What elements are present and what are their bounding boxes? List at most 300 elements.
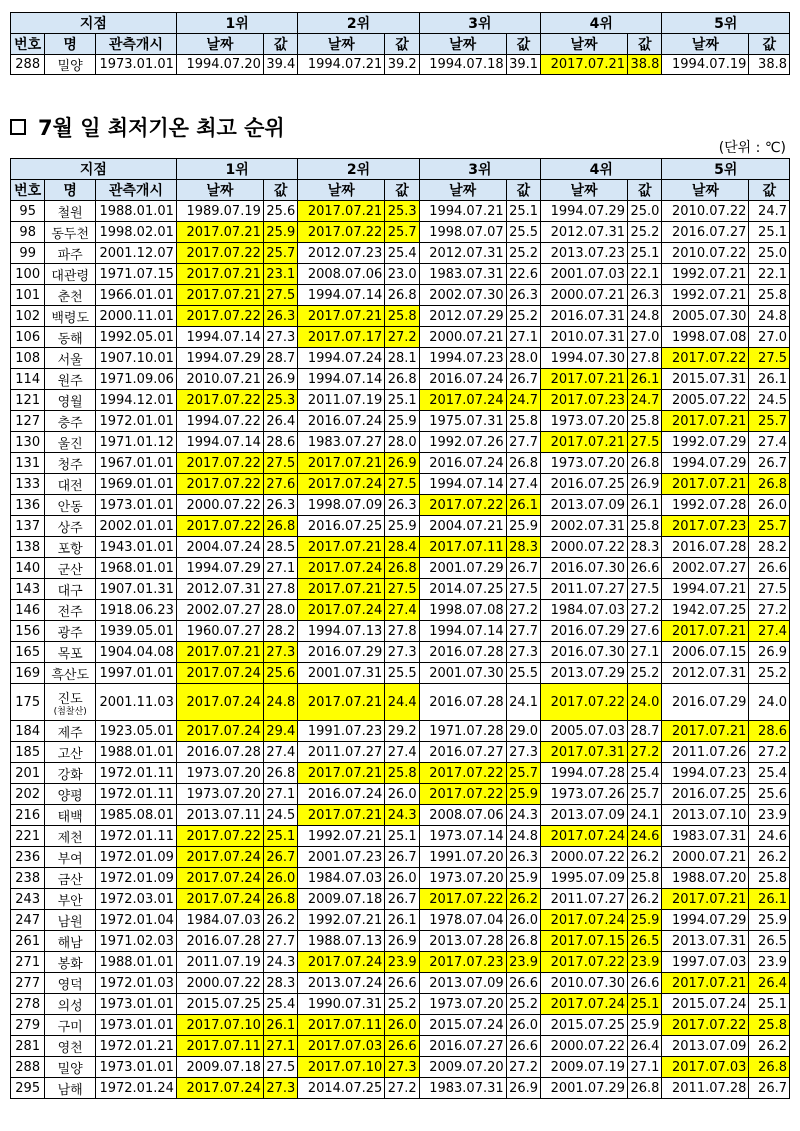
rank-date: 2017.07.11: [176, 1036, 263, 1057]
rank-date: 1992.07.21: [662, 285, 749, 306]
station-name: [45, 889, 96, 910]
observation-start: 1972.01.09: [95, 847, 176, 868]
rank-value: 38.8: [628, 55, 662, 75]
observation-start: 1973.01.01: [95, 495, 176, 516]
rank-date: 2012.07.31: [419, 243, 506, 264]
station-name: [45, 348, 96, 369]
value-header: 값: [263, 34, 297, 55]
checkbox-icon: [10, 119, 26, 135]
rank-date: 2014.07.25: [298, 1078, 385, 1099]
rank-date: 2017.07.21: [662, 889, 749, 910]
observation-start: 1972.01.21: [95, 1036, 176, 1057]
rank-value: 22.1: [749, 264, 790, 285]
date-header: 날짜: [541, 34, 628, 55]
rank-date: 2013.07.24: [298, 973, 385, 994]
rank-date: 1994.07.29: [662, 453, 749, 474]
station-name: [45, 868, 96, 889]
rank-value: 26.3: [506, 847, 540, 868]
rank-date: 2010.07.30: [541, 973, 628, 994]
rank-date: 2017.07.24: [176, 684, 263, 721]
rank-date: 2013.07.09: [541, 495, 628, 516]
rank-value: 25.1: [263, 826, 297, 847]
rank-date: 2017.07.21: [298, 453, 385, 474]
rank-value: 25.9: [506, 868, 540, 889]
rank-date: 2016.07.24: [298, 411, 385, 432]
table-row: [11, 390, 790, 411]
observation-start: 1998.02.01: [95, 222, 176, 243]
rank-value: 26.4: [749, 973, 790, 994]
rank-value: 39.2: [385, 55, 419, 75]
station-number: 133: [11, 474, 45, 495]
rank-value: 25.1: [628, 994, 662, 1015]
observation-start: 2001.11.03: [95, 684, 176, 721]
station-name: [45, 847, 96, 868]
rank-date: 2016.07.25: [662, 784, 749, 805]
rank-value: 27.5: [628, 432, 662, 453]
station-number: 140: [11, 558, 45, 579]
rank-date: 2013.07.31: [662, 931, 749, 952]
rank-date: 2017.07.21: [176, 642, 263, 663]
observation-start: 1923.05.01: [95, 721, 176, 742]
station-number: 102: [11, 306, 45, 327]
rank-value: 26.0: [263, 868, 297, 889]
value-header: 값: [506, 180, 540, 201]
rank-value: 27.0: [749, 327, 790, 348]
rank-date: 2010.07.22: [662, 201, 749, 222]
station-name-text: 밀양: [57, 59, 83, 74]
rank-date: 1991.07.20: [419, 847, 506, 868]
table-row: [11, 847, 790, 868]
min-temp-ranking-table: [10, 158, 790, 1099]
header-row-fields: [11, 180, 790, 201]
rank-date: 1978.07.04: [419, 910, 506, 931]
rank-date: 2017.07.22: [541, 952, 628, 973]
rank-date: 2010.07.21: [176, 369, 263, 390]
rank-date: 1994.07.14: [298, 369, 385, 390]
rank-value: 26.4: [263, 411, 297, 432]
rank-value: 38.8: [749, 55, 790, 75]
rank-value: 26.1: [749, 889, 790, 910]
observation-start: 1907.10.01: [95, 348, 176, 369]
rank-date: 1988.07.13: [298, 931, 385, 952]
table-row: [11, 868, 790, 889]
rank-date: 2002.07.27: [176, 600, 263, 621]
rank-value: 27.3: [506, 742, 540, 763]
table-body: [11, 201, 790, 1099]
date-header: 날짜: [662, 180, 749, 201]
station-name-text: 고산: [57, 746, 83, 762]
rank-date: 1994.07.14: [176, 432, 263, 453]
rank-value: 27.7: [506, 432, 540, 453]
station-name: [45, 684, 96, 721]
rank-value: 27.4: [749, 432, 790, 453]
rank-header: 3위: [419, 159, 540, 180]
rank-value: 26.8: [749, 474, 790, 495]
station-name-text: 부여: [57, 851, 83, 867]
rank-date: 2011.07.27: [541, 889, 628, 910]
rank-value: 27.8: [628, 348, 662, 369]
rank-value: 22.6: [506, 264, 540, 285]
rank-value: 25.8: [749, 285, 790, 306]
table-body: [11, 55, 790, 75]
station-name-text: 강화: [57, 767, 83, 783]
rank-value: 27.3: [263, 642, 297, 663]
rank-value: 24.5: [749, 390, 790, 411]
rank-value: 26.6: [385, 1036, 419, 1057]
value-header: 값: [385, 34, 419, 55]
rank-date: 1973.07.20: [541, 453, 628, 474]
rank-value: 28.0: [263, 600, 297, 621]
rank-date: 2016.07.28: [419, 642, 506, 663]
observation-start: 1994.12.01: [95, 390, 176, 411]
rank-date: 2001.07.29: [541, 1078, 628, 1099]
rank-value: 28.6: [749, 721, 790, 742]
station-header: 지점: [11, 13, 177, 34]
rank-value: 27.2: [385, 327, 419, 348]
observation-start: 1988.01.01: [95, 201, 176, 222]
rank-date: 2009.07.18: [298, 889, 385, 910]
rank-date: 1994.07.18: [419, 55, 506, 75]
station-name: [45, 784, 96, 805]
rank-date: 2013.07.10: [662, 805, 749, 826]
value-header: 값: [385, 180, 419, 201]
rank-date: 2017.07.21: [541, 55, 628, 75]
rank-date: 1992.07.28: [662, 495, 749, 516]
station-number: 261: [11, 931, 45, 952]
rank-date: 1994.07.21: [662, 579, 749, 600]
station-number: 243: [11, 889, 45, 910]
rank-date: 2000.07.22: [176, 973, 263, 994]
rank-value: 26.0: [749, 495, 790, 516]
rank-date: 2005.07.22: [662, 390, 749, 411]
rank-date: 2017.07.21: [298, 763, 385, 784]
rank-date: 1995.07.09: [541, 868, 628, 889]
station-name-text: 안동: [57, 499, 83, 515]
rank-date: 1988.07.20: [662, 868, 749, 889]
rank-date: 2017.07.22: [176, 243, 263, 264]
rank-value: 26.4: [628, 1036, 662, 1057]
rank-value: 26.2: [506, 889, 540, 910]
station-name-text: 대관령: [51, 268, 90, 284]
rank-value: 27.4: [506, 474, 540, 495]
station-name-text: 파주: [57, 247, 83, 263]
station-name: [45, 453, 96, 474]
rank-date: 2016.07.29: [662, 684, 749, 721]
number-header: 번호: [11, 180, 45, 201]
station-name-text: 군산: [57, 562, 83, 578]
station-name: [45, 579, 96, 600]
table-row: [11, 495, 790, 516]
rank-date: 2016.07.25: [541, 474, 628, 495]
table-row: [11, 889, 790, 910]
observation-start: 1973.01.01: [95, 55, 176, 75]
table-row: [11, 432, 790, 453]
station-name-text: 충주: [57, 415, 83, 431]
rank-value: 26.7: [749, 453, 790, 474]
station-name: [45, 264, 96, 285]
rank-value: 24.6: [749, 826, 790, 847]
rank-date: 2011.07.27: [298, 742, 385, 763]
rank-date: 1975.07.31: [419, 411, 506, 432]
rank-date: 1984.07.03: [541, 600, 628, 621]
rank-value: 27.4: [385, 742, 419, 763]
rank-value: 25.9: [385, 411, 419, 432]
rank-value: 27.3: [385, 1057, 419, 1078]
rank-value: 27.1: [628, 1057, 662, 1078]
rank-date: 2017.07.31: [541, 742, 628, 763]
rank-date: 2017.07.21: [298, 805, 385, 826]
rank-value: 39.1: [506, 55, 540, 75]
observation-start: 2002.01.01: [95, 516, 176, 537]
rank-value: 26.8: [628, 1078, 662, 1099]
rank-value: 26.8: [263, 763, 297, 784]
station-name: [45, 1036, 96, 1057]
rank-value: 25.2: [506, 306, 540, 327]
station-name: [45, 495, 96, 516]
rank-value: 26.1: [749, 369, 790, 390]
date-header: 날짜: [298, 180, 385, 201]
rank-value: 25.0: [749, 243, 790, 264]
table-row: [11, 201, 790, 222]
rank-value: 26.2: [749, 1036, 790, 1057]
rank-value: 27.5: [385, 474, 419, 495]
rank-date: 2016.07.29: [541, 621, 628, 642]
rank-date: 2015.07.25: [176, 994, 263, 1015]
station-number: 131: [11, 453, 45, 474]
station-name-text: 진도: [57, 691, 83, 707]
rank-date: 1992.07.21: [298, 826, 385, 847]
station-name: [45, 642, 96, 663]
observation-start: 1988.01.01: [95, 742, 176, 763]
rank-value: 28.0: [506, 348, 540, 369]
rank-date: 2017.07.22: [176, 390, 263, 411]
rank-value: 25.8: [749, 1015, 790, 1036]
table-row: [11, 474, 790, 495]
start-header: 관측개시: [95, 180, 176, 201]
value-header: 값: [506, 34, 540, 55]
station-number: 236: [11, 847, 45, 868]
rank-date: 2010.07.31: [541, 327, 628, 348]
station-name: [45, 663, 96, 684]
table-row: [11, 516, 790, 537]
station-subname: (첨찰산): [53, 706, 87, 717]
rank-value: 27.1: [628, 642, 662, 663]
rank-date: 2015.07.24: [662, 994, 749, 1015]
rank-date: 2001.07.31: [298, 663, 385, 684]
rank-value: 26.8: [263, 516, 297, 537]
table-row: [11, 621, 790, 642]
rank-date: 2010.07.22: [662, 243, 749, 264]
rank-date: 2016.07.28: [662, 537, 749, 558]
station-name: [45, 558, 96, 579]
rank-date: 2016.07.27: [662, 222, 749, 243]
rank-value: 26.2: [749, 847, 790, 868]
rank-value: 25.8: [506, 411, 540, 432]
rank-date: 2012.07.31: [662, 663, 749, 684]
rank-value: 23.1: [263, 264, 297, 285]
rank-date: 2017.07.15: [541, 931, 628, 952]
station-name: [45, 600, 96, 621]
table-row: [11, 537, 790, 558]
rank-value: 26.3: [506, 285, 540, 306]
rank-value: 27.2: [628, 600, 662, 621]
rank-value: 25.4: [749, 763, 790, 784]
rank-date: 2017.07.21: [662, 474, 749, 495]
station-number: 169: [11, 663, 45, 684]
station-name-text: 상주: [57, 520, 83, 536]
rank-value: 26.7: [506, 558, 540, 579]
rank-date: 1994.07.21: [419, 201, 506, 222]
station-number: 100: [11, 264, 45, 285]
rank-date: 1983.07.31: [419, 264, 506, 285]
table-row: [11, 579, 790, 600]
station-name: [45, 243, 96, 264]
rank-date: 1973.07.20: [541, 411, 628, 432]
rank-date: 2017.07.24: [541, 994, 628, 1015]
table-row: [11, 411, 790, 432]
rank-date: 2017.07.21: [176, 222, 263, 243]
value-header: 값: [628, 34, 662, 55]
rank-value: 25.2: [749, 663, 790, 684]
rank-date: 2017.07.21: [298, 306, 385, 327]
station-name: [45, 432, 96, 453]
rank-value: 26.5: [628, 931, 662, 952]
rank-value: 24.0: [749, 684, 790, 721]
rank-date: 2012.07.29: [419, 306, 506, 327]
rank-value: 28.0: [385, 432, 419, 453]
table-row: [11, 453, 790, 474]
rank-value: 27.6: [263, 474, 297, 495]
rank-date: 1991.07.23: [298, 721, 385, 742]
rank-value: 24.0: [628, 684, 662, 721]
table-row: [11, 600, 790, 621]
observation-start: 1972.01.09: [95, 868, 176, 889]
rank-value: 26.6: [749, 558, 790, 579]
table-row: [11, 369, 790, 390]
station-name-text: 남해: [57, 1082, 83, 1098]
rank-value: 24.1: [628, 805, 662, 826]
station-number: 137: [11, 516, 45, 537]
rank-date: 2000.07.21: [662, 847, 749, 868]
observation-start: 1972.01.11: [95, 784, 176, 805]
rank-value: 26.3: [263, 306, 297, 327]
rank-value: 26.9: [385, 931, 419, 952]
rank-date: 2017.07.03: [298, 1036, 385, 1057]
station-name-text: 제천: [57, 830, 83, 846]
rank-date: 2016.07.24: [419, 369, 506, 390]
observation-start: 1988.01.01: [95, 952, 176, 973]
rank-date: 2017.07.21: [176, 285, 263, 306]
station-name: [45, 1057, 96, 1078]
rank-date: 2017.07.03: [662, 1057, 749, 1078]
rank-date: 1994.07.30: [541, 348, 628, 369]
rank-header: 1위: [176, 13, 297, 34]
station-name: [45, 222, 96, 243]
station-number: 121: [11, 390, 45, 411]
rank-value: 27.2: [749, 742, 790, 763]
rank-date: 2011.07.19: [298, 390, 385, 411]
rank-date: 1994.07.23: [662, 763, 749, 784]
rank-value: 26.0: [385, 1015, 419, 1036]
unit-label: (단위 : ℃): [718, 140, 786, 156]
station-name: [45, 201, 96, 222]
value-header: 값: [749, 180, 790, 201]
date-header: 날짜: [176, 34, 263, 55]
observation-start: 1973.01.01: [95, 994, 176, 1015]
rank-value: 26.6: [628, 973, 662, 994]
rank-value: 25.9: [385, 516, 419, 537]
rank-value: 39.4: [263, 55, 297, 75]
observation-start: 1997.01.01: [95, 663, 176, 684]
rank-value: 26.8: [506, 931, 540, 952]
station-name: [45, 411, 96, 432]
rank-date: 2004.07.21: [419, 516, 506, 537]
rank-date: 1994.07.29: [176, 558, 263, 579]
rank-date: 2017.07.22: [419, 763, 506, 784]
observation-start: 1969.01.01: [95, 474, 176, 495]
rank-value: 26.8: [263, 889, 297, 910]
rank-date: 1983.07.27: [298, 432, 385, 453]
rank-date: 2000.07.22: [541, 1036, 628, 1057]
rank-value: 25.5: [506, 663, 540, 684]
rank-date: 2017.07.21: [298, 579, 385, 600]
rank-value: 26.8: [506, 453, 540, 474]
table-row: [11, 742, 790, 763]
station-name-text: 원주: [57, 373, 83, 389]
station-number: 114: [11, 369, 45, 390]
rank-value: 25.2: [506, 994, 540, 1015]
rank-date: 1994.07.21: [298, 55, 385, 75]
rank-date: 1994.07.22: [176, 411, 263, 432]
rank-date: 2017.07.22: [541, 684, 628, 721]
station-name-text: 철원: [57, 205, 83, 221]
observation-start: 1939.05.01: [95, 621, 176, 642]
rank-date: 2017.07.21: [662, 973, 749, 994]
rank-value: 25.5: [506, 222, 540, 243]
rank-value: 24.7: [506, 390, 540, 411]
observation-start: 1971.07.15: [95, 264, 176, 285]
rank-date: 2009.07.19: [541, 1057, 628, 1078]
rank-date: 2017.07.11: [298, 1015, 385, 1036]
rank-value: 26.6: [506, 1036, 540, 1057]
rank-date: 1994.07.24: [298, 348, 385, 369]
station-name-text: 해남: [57, 935, 83, 951]
rank-date: 2017.07.21: [298, 537, 385, 558]
rank-value: 24.5: [263, 805, 297, 826]
station-number: 99: [11, 243, 45, 264]
station-number: 271: [11, 952, 45, 973]
rank-value: 27.5: [263, 1057, 297, 1078]
rank-value: 26.6: [628, 558, 662, 579]
rank-date: 2016.07.28: [176, 931, 263, 952]
station-name: [45, 1078, 96, 1099]
table-row: [11, 243, 790, 264]
rank-value: 28.3: [506, 537, 540, 558]
station-name-text: 부안: [57, 893, 83, 909]
rank-date: 2017.07.22: [176, 826, 263, 847]
value-header: 값: [628, 180, 662, 201]
rank-value: 25.7: [749, 516, 790, 537]
rank-date: 2002.07.31: [541, 516, 628, 537]
rank-header: 5위: [662, 159, 790, 180]
rank-date: 2013.07.09: [419, 973, 506, 994]
rank-date: 2017.07.24: [298, 952, 385, 973]
rank-value: 27.7: [506, 621, 540, 642]
rank-value: 27.3: [263, 327, 297, 348]
table-row: [11, 348, 790, 369]
rank-value: 26.0: [506, 910, 540, 931]
rank-date: 2002.07.27: [662, 558, 749, 579]
